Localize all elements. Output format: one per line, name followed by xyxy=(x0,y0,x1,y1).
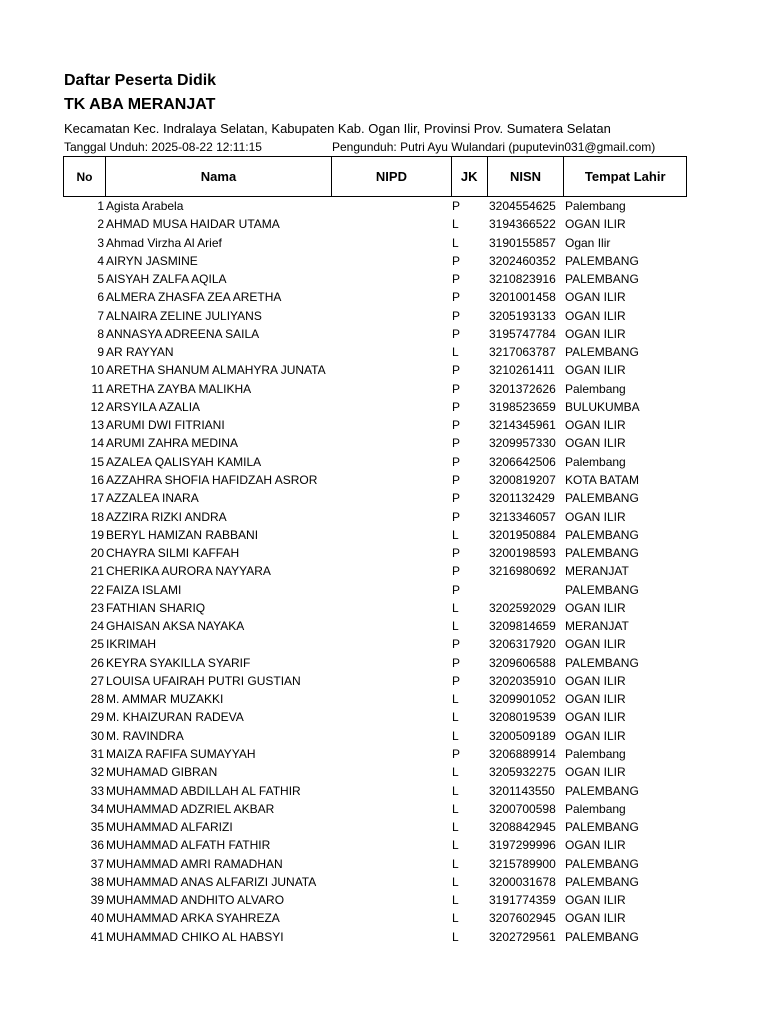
student-name: MUHAMMAD ADZRIEL AKBAR xyxy=(106,801,275,816)
row-number: 5 xyxy=(97,272,104,287)
column-header-no: No xyxy=(64,157,106,196)
school-name: TK ABA MERANJAT xyxy=(64,96,216,113)
student-name: AZZAHRA SHOFIA HAFIDZAH ASROR xyxy=(106,472,318,487)
student-birthplace: OGAN ILIR xyxy=(565,290,626,305)
student-name: MUHAMMAD CHIKO AL HABSYI xyxy=(106,929,284,944)
student-gender: L xyxy=(452,911,459,926)
student-birthplace: OGAN ILIR xyxy=(565,363,626,378)
student-name: MUHAMMAD ARKA SYAHREZA xyxy=(106,911,280,926)
student-gender: P xyxy=(452,454,461,469)
table-row xyxy=(0,234,768,252)
student-gender: L xyxy=(452,874,459,889)
table-row xyxy=(0,197,768,215)
student-nisn: 3208019539 xyxy=(489,710,556,725)
table-row xyxy=(0,690,768,708)
student-gender: P xyxy=(452,472,461,487)
student-gender: P xyxy=(452,655,461,670)
row-number: 23 xyxy=(90,600,104,615)
row-number: 30 xyxy=(90,728,104,743)
row-number: 2 xyxy=(97,217,104,232)
student-birthplace: OGAN ILIR xyxy=(565,308,626,323)
table-header xyxy=(63,156,687,197)
row-number: 33 xyxy=(90,783,104,798)
student-name: MUHAMMAD ALFARIZI xyxy=(106,820,233,835)
student-name: ARSYILA AZALIA xyxy=(106,399,201,414)
table-row xyxy=(0,270,768,288)
row-number: 16 xyxy=(90,472,104,487)
row-number: 3 xyxy=(97,235,104,250)
student-name: GHAISAN AKSA NAYAKA xyxy=(106,619,245,634)
row-number: 29 xyxy=(90,710,104,725)
student-gender: P xyxy=(452,637,461,652)
table-row xyxy=(0,453,768,471)
row-number: 37 xyxy=(90,856,104,871)
student-nisn: 3210823916 xyxy=(489,272,556,287)
student-name: ARUMI ZAHRA MEDINA xyxy=(106,436,239,451)
student-gender: P xyxy=(452,436,461,451)
student-name: LOUISA UFAIRAH PUTRI GUSTIAN xyxy=(106,673,301,688)
student-birthplace: OGAN ILIR xyxy=(565,600,626,615)
student-gender: P xyxy=(452,418,461,433)
row-number: 36 xyxy=(90,838,104,853)
student-name: AZALEA QALISYAH KAMILA xyxy=(106,454,262,469)
student-nisn: 3200198593 xyxy=(489,546,556,561)
student-birthplace: Palembang xyxy=(565,381,626,396)
student-gender: L xyxy=(452,600,459,615)
row-number: 26 xyxy=(90,655,104,670)
row-number: 20 xyxy=(90,546,104,561)
student-gender: L xyxy=(452,893,459,908)
student-name: ALMERA ZHASFA ZEA ARETHA xyxy=(106,290,282,305)
table-row xyxy=(0,252,768,270)
table-row xyxy=(0,836,768,854)
student-name: ARETHA ZAYBA MALIKHA xyxy=(106,381,252,396)
table-row xyxy=(0,672,768,690)
student-gender: L xyxy=(452,692,459,707)
student-name: ARETHA SHANUM ALMAHYRA JUNATA xyxy=(106,363,326,378)
student-nisn: 3190155857 xyxy=(489,235,556,250)
student-nisn: 3205193133 xyxy=(489,308,556,323)
student-nisn: 3201372626 xyxy=(489,381,556,396)
row-number: 9 xyxy=(97,345,104,360)
student-birthplace: MERANJAT xyxy=(565,619,629,634)
student-birthplace: PALEMBANG xyxy=(565,783,639,798)
download-date: Tanggal Unduh: 2025-08-22 12:11:15 xyxy=(64,140,262,154)
student-nisn: 3195747784 xyxy=(489,326,556,341)
student-nisn: 3204554625 xyxy=(489,199,556,213)
table-row xyxy=(0,288,768,306)
student-nisn: 3191774359 xyxy=(489,893,556,908)
student-gender: L xyxy=(452,801,459,816)
student-gender: P xyxy=(452,363,461,378)
student-nisn: 3206642506 xyxy=(489,454,556,469)
student-birthplace: PALEMBANG xyxy=(565,527,639,542)
student-gender: L xyxy=(452,345,459,360)
student-birthplace: PALEMBANG xyxy=(565,655,639,670)
student-nisn: 3209814659 xyxy=(489,619,556,634)
student-name: Agista Arabela xyxy=(106,199,184,213)
row-number: 34 xyxy=(90,801,104,816)
table-row xyxy=(0,855,768,873)
downloader-info: Pengunduh: Putri Ayu Wulandari (puputevin031@gmail.com) xyxy=(332,140,656,154)
student-nisn: 3202460352 xyxy=(489,253,556,268)
row-number: 7 xyxy=(97,308,104,323)
table-body xyxy=(0,197,768,946)
student-birthplace: PALEMBANG xyxy=(565,856,639,871)
student-nisn: 3202729561 xyxy=(489,929,556,944)
student-name: MUHAMMAD ANDHITO ALVARO xyxy=(106,893,285,908)
student-gender: P xyxy=(452,509,461,524)
table-row xyxy=(0,562,768,580)
table-row xyxy=(0,398,768,416)
table-row xyxy=(0,544,768,562)
table-row xyxy=(0,818,768,836)
student-name: ALNAIRA ZELINE JULIYANS xyxy=(106,308,262,323)
student-nisn: 3201950884 xyxy=(489,527,556,542)
student-nisn: 3215789900 xyxy=(489,856,556,871)
student-name: MAIZA RAFIFA SUMAYYAH xyxy=(106,746,256,761)
table-row xyxy=(0,307,768,325)
student-birthplace: OGAN ILIR xyxy=(565,637,626,652)
table-row xyxy=(0,745,768,763)
row-number: 4 xyxy=(97,253,104,268)
student-birthplace: PALEMBANG xyxy=(565,582,639,597)
student-nisn: 3207602945 xyxy=(489,911,556,926)
table-row xyxy=(0,873,768,891)
column-header-nipd: NIPD xyxy=(332,157,452,196)
row-number: 11 xyxy=(91,381,104,396)
row-number: 21 xyxy=(90,564,104,579)
student-nisn: 3198523659 xyxy=(489,399,556,414)
student-birthplace: PALEMBANG xyxy=(565,546,639,561)
row-number: 35 xyxy=(90,820,104,835)
table-row xyxy=(0,928,768,946)
student-nisn: 3197299996 xyxy=(489,838,556,853)
student-name: FAIZA ISLAMI xyxy=(106,582,182,597)
student-birthplace: OGAN ILIR xyxy=(565,436,626,451)
table-row xyxy=(0,416,768,434)
student-nisn: 3205932275 xyxy=(489,765,556,780)
table-row xyxy=(0,763,768,781)
student-gender: L xyxy=(452,619,459,634)
student-birthplace: OGAN ILIR xyxy=(565,509,626,524)
table-row xyxy=(0,891,768,909)
student-name: ARUMI DWI FITRIANI xyxy=(106,418,225,433)
student-nisn: 3194366522 xyxy=(489,217,556,232)
row-number: 39 xyxy=(90,893,104,908)
student-gender: L xyxy=(452,217,459,232)
table-row xyxy=(0,581,768,599)
school-address: Kecamatan Kec. Indralaya Selatan, Kabupaten Kab. Ogan Ilir, Provinsi Prov. Sumatera Selatan xyxy=(64,121,611,136)
student-nisn: 3200819207 xyxy=(489,472,556,487)
student-name: MUHAMMAD ANAS ALFARIZI JUNATA xyxy=(106,874,317,889)
student-gender: P xyxy=(452,253,461,268)
table-row xyxy=(0,800,768,818)
table-row xyxy=(0,325,768,343)
student-birthplace: MERANJAT xyxy=(565,564,629,579)
student-gender: L xyxy=(452,856,459,871)
table-row xyxy=(0,782,768,800)
student-gender: P xyxy=(452,290,461,305)
table-row xyxy=(0,380,768,398)
student-birthplace: Palembang xyxy=(565,454,626,469)
student-gender: L xyxy=(452,710,459,725)
row-number: 28 xyxy=(90,692,104,707)
student-gender: P xyxy=(452,399,461,414)
student-birthplace: OGAN ILIR xyxy=(565,673,626,688)
student-nisn: 3200031678 xyxy=(489,874,556,889)
table-row xyxy=(0,654,768,672)
table-row xyxy=(0,526,768,544)
document-title: Daftar Peserta Didik xyxy=(64,72,217,89)
student-nisn: 3209901052 xyxy=(489,692,556,707)
row-number: 15 xyxy=(90,454,104,469)
student-birthplace: BULUKUMBA xyxy=(565,399,640,414)
student-nisn: 3217063787 xyxy=(489,345,556,360)
row-number: 6 xyxy=(97,290,104,305)
student-gender: P xyxy=(452,582,461,597)
student-nisn: 3210261411 xyxy=(489,363,555,378)
student-nisn: 3214345961 xyxy=(489,418,556,433)
table-row xyxy=(0,708,768,726)
row-number: 41 xyxy=(90,929,104,944)
student-name: MUHAMMAD ALFATH FATHIR xyxy=(106,838,271,853)
student-gender: P xyxy=(452,491,461,506)
student-birthplace: KOTA BATAM xyxy=(565,472,640,487)
student-birthplace: OGAN ILIR xyxy=(565,326,626,341)
row-number: 14 xyxy=(90,436,104,451)
student-name: AIRYN JASMINE xyxy=(106,253,198,268)
student-birthplace: OGAN ILIR xyxy=(565,728,626,743)
student-nisn: 3209606588 xyxy=(489,655,556,670)
student-birthplace: OGAN ILIR xyxy=(565,838,626,853)
student-birthplace: PALEMBANG xyxy=(565,345,639,360)
column-header-nisn: NISN xyxy=(488,157,565,196)
student-nisn: 3201001458 xyxy=(489,290,556,305)
student-birthplace: Palembang xyxy=(565,746,626,761)
student-nisn: 3200509189 xyxy=(489,728,556,743)
row-number: 22 xyxy=(90,582,104,597)
student-gender: P xyxy=(452,564,461,579)
table-row xyxy=(0,727,768,745)
table-row xyxy=(0,617,768,635)
row-number: 27 xyxy=(90,673,104,688)
row-number: 12 xyxy=(90,399,104,414)
student-name: M. AMMAR MUZAKKI xyxy=(106,692,224,707)
row-number: 13 xyxy=(90,418,104,433)
student-gender: P xyxy=(452,199,461,213)
row-number: 24 xyxy=(90,619,104,634)
table-row xyxy=(0,635,768,653)
column-header-jk: JK xyxy=(452,157,488,196)
column-header-tempat-lahir: Tempat Lahir xyxy=(584,169,666,184)
student-name: MUHAMMAD ABDILLAH AL FATHIR xyxy=(106,783,301,798)
row-number: 17 xyxy=(90,491,104,506)
student-nisn: 3201143550 xyxy=(489,783,555,798)
student-gender: L xyxy=(452,728,459,743)
student-birthplace: Palembang xyxy=(565,801,626,816)
student-name: M. KHAIZURAN RADEVA xyxy=(106,710,244,725)
row-number: 8 xyxy=(97,326,104,341)
student-gender: P xyxy=(452,308,461,323)
student-name: ANNASYA ADREENA SAILA xyxy=(106,326,260,341)
student-name: AZZIRA RIZKI ANDRA xyxy=(106,509,227,524)
student-gender: L xyxy=(452,783,459,798)
row-number: 40 xyxy=(90,911,104,926)
table-row xyxy=(0,508,768,526)
student-birthplace: Ogan Ilir xyxy=(565,235,611,250)
student-name: Ahmad Virzha Al Arief xyxy=(106,235,222,250)
student-name: CHAYRA SILMI KAFFAH xyxy=(106,546,240,561)
student-birthplace: PALEMBANG xyxy=(565,874,639,889)
table-row xyxy=(0,489,768,507)
table-row xyxy=(0,215,768,233)
student-gender: P xyxy=(452,546,461,561)
table-row xyxy=(0,343,768,361)
student-birthplace: Palembang xyxy=(565,199,626,213)
student-name: AHMAD MUSA HAIDAR UTAMA xyxy=(106,217,280,232)
student-birthplace: OGAN ILIR xyxy=(565,710,626,725)
row-number: 38 xyxy=(90,874,104,889)
row-number: 25 xyxy=(90,637,104,652)
student-name: CHERIKA AURORA NAYYARA xyxy=(106,564,271,579)
student-gender: P xyxy=(452,746,461,761)
student-gender: P xyxy=(452,673,461,688)
table-row xyxy=(0,361,768,379)
student-nisn: 3201132429 xyxy=(489,491,555,506)
student-birthplace: PALEMBANG xyxy=(565,491,639,506)
student-nisn: 3202035910 xyxy=(489,673,556,688)
student-gender: L xyxy=(452,929,459,944)
student-gender: L xyxy=(452,838,459,853)
student-birthplace: PALEMBANG xyxy=(565,253,639,268)
student-name: FATHIAN SHARIQ xyxy=(106,600,206,615)
column-header-nama: Nama xyxy=(106,157,332,196)
table-row xyxy=(0,471,768,489)
student-name: IKRIMAH xyxy=(106,637,157,652)
student-name: KEYRA SYAKILLA SYARIF xyxy=(106,655,251,670)
table-row xyxy=(0,434,768,452)
student-name: AISYAH ZALFA AQILA xyxy=(106,272,227,287)
student-nisn: 3206889914 xyxy=(489,746,556,761)
student-gender: L xyxy=(452,527,459,542)
student-nisn: 3206317920 xyxy=(489,637,556,652)
row-number: 18 xyxy=(90,509,104,524)
student-gender: L xyxy=(452,820,459,835)
student-birthplace: OGAN ILIR xyxy=(565,893,626,908)
student-gender: P xyxy=(452,272,461,287)
student-name: MUHAMMAD AMRI RAMADHAN xyxy=(106,856,283,871)
row-number: 10 xyxy=(90,363,104,378)
row-number: 1 xyxy=(97,199,104,213)
student-nisn: 3209957330 xyxy=(489,436,556,451)
student-birthplace: OGAN ILIR xyxy=(565,911,626,926)
row-number: 32 xyxy=(90,765,104,780)
student-name: AZZALEA INARA xyxy=(106,491,199,506)
student-name: MUHAMAD GIBRAN xyxy=(106,765,218,780)
table-row xyxy=(0,909,768,927)
student-nisn: 3202592029 xyxy=(489,600,556,615)
row-number: 19 xyxy=(90,527,104,542)
student-birthplace: PALEMBANG xyxy=(565,929,639,944)
student-nisn: 3213346057 xyxy=(489,509,556,524)
student-gender: L xyxy=(452,765,459,780)
student-name: AR RAYYAN xyxy=(106,345,174,360)
student-nisn: 3200700598 xyxy=(489,801,556,816)
student-nisn: 3216980692 xyxy=(489,564,556,579)
student-birthplace: PALEMBANG xyxy=(565,820,639,835)
student-birthplace: OGAN ILIR xyxy=(565,418,626,433)
student-name: BERYL HAMIZAN RABBANI xyxy=(106,527,259,542)
row-number: 31 xyxy=(90,746,104,761)
student-birthplace: OGAN ILIR xyxy=(565,692,626,707)
student-gender: P xyxy=(452,326,461,341)
student-birthplace: PALEMBANG xyxy=(565,272,639,287)
student-name: M. RAVINDRA xyxy=(106,728,184,743)
student-birthplace: OGAN ILIR xyxy=(565,765,626,780)
student-birthplace: OGAN ILIR xyxy=(565,217,626,232)
student-nisn: 3208842945 xyxy=(489,820,556,835)
student-gender: P xyxy=(452,381,461,396)
student-gender: L xyxy=(452,235,459,250)
table-row xyxy=(0,599,768,617)
